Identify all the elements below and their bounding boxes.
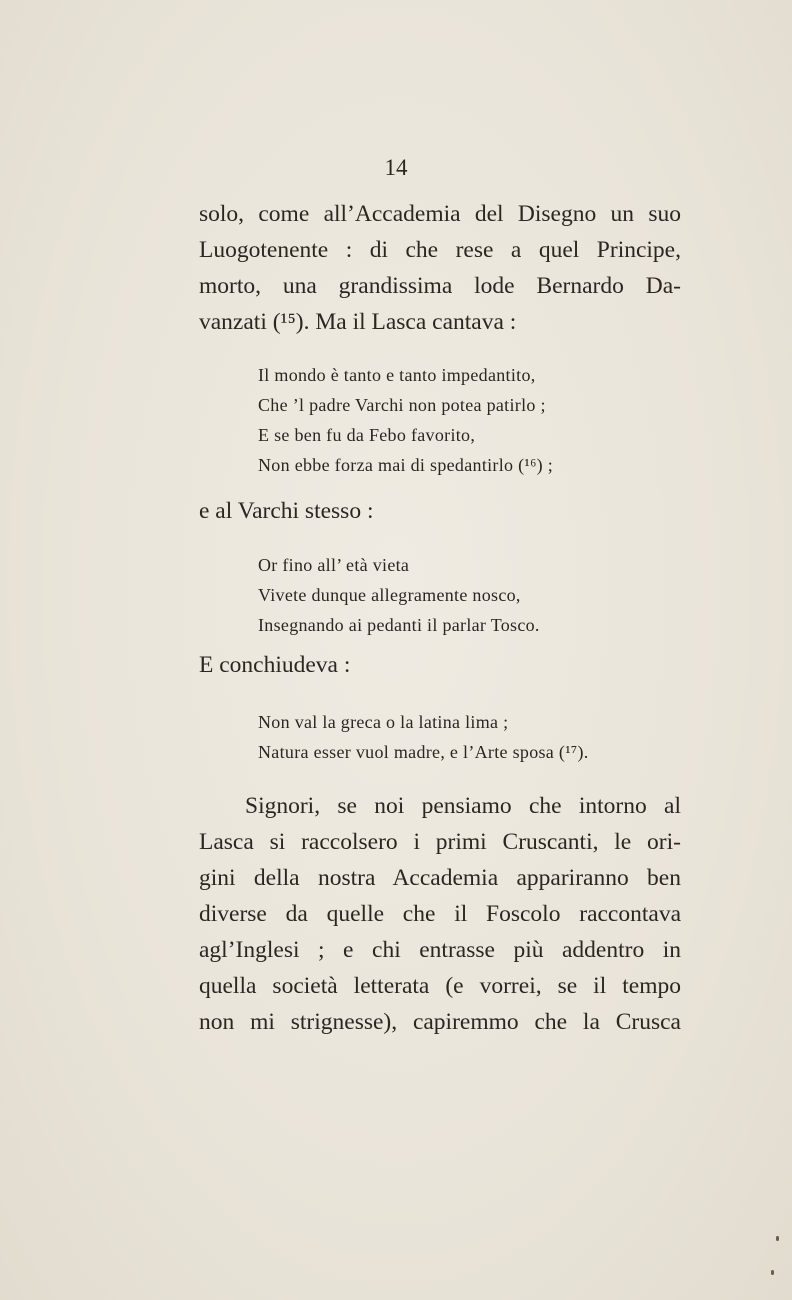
text-line: vanzati (¹⁵). Ma il Lasca cantava : (199, 309, 517, 335)
text-line: Signori, se noi pensiamo che intorno al (245, 793, 681, 819)
verse-quote-varchi (258, 550, 540, 640)
verse-line: Che ’l padre Varchi non potea patirlo ; (258, 395, 546, 415)
verse-quote-lasca (258, 360, 553, 480)
text-line: Luogotenente : di che rese a quel Principe, (199, 237, 681, 263)
text-line: gini della nostra Accademia appariranno ben (199, 865, 681, 891)
verse-line: Il mondo è tanto e tanto impedantito, (258, 365, 536, 385)
text-line: quella società letterata (e vorrei, se il tempo (199, 973, 681, 999)
verse-line: Or fino all’ età vieta (258, 555, 410, 575)
text-line: Lasca si raccolsero i primi Cruscanti, le ori- (199, 829, 681, 855)
verse-line: E se ben fu da Febo favorito, (258, 425, 476, 445)
paragraph-bottom (199, 788, 681, 1040)
verse-line: Vivete dunque allegramente nosco, (258, 585, 521, 605)
text-line: morto, una grandissima lode Bernardo Da- (199, 273, 681, 299)
verse-line: Natura esser vuol madre, e l’Arte sposa (¹⁷). (258, 742, 589, 762)
verse-line: Non val la greca o la latina lima ; (258, 712, 509, 732)
verse-line: Non ebbe forza mai di spedantirlo (¹⁶) ; (258, 455, 554, 475)
paragraph-top (199, 196, 681, 340)
verse-quote-conclusion (258, 707, 589, 767)
paper-speck (771, 1270, 774, 1275)
text-line: solo, come all’Accademia del Disegno un suo (199, 201, 681, 227)
text-line: non mi strignesse), capiremmo che la Crusca (199, 1009, 681, 1035)
text-line: agl’Inglesi ; e chi entrasse più addentro in (199, 937, 681, 963)
text-line: diverse da quelle che il Foscolo raccontava (199, 901, 681, 927)
page-number: 14 (384, 155, 408, 180)
paper-speck (776, 1236, 779, 1241)
intro-varchi: e al Varchi stesso : (199, 498, 374, 524)
verse-line: Insegnando ai pedanti il parlar Tosco. (258, 615, 540, 635)
intro-conchiudeva: E conchiudeva : (199, 652, 351, 678)
